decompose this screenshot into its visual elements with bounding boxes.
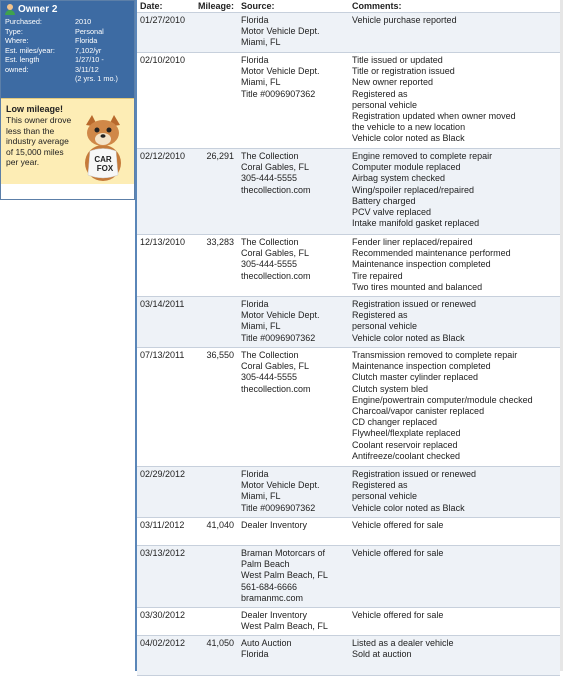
record-comments <box>350 13 560 52</box>
record-comments <box>350 297 560 347</box>
record-mileage <box>193 297 237 347</box>
record-source-line: West Palm Beach, FL <box>241 570 328 581</box>
record-mileage: 36,550 <box>206 350 234 360</box>
record-mileage: 26,291 <box>206 151 234 161</box>
record-date: 03/11/2012 <box>140 520 185 530</box>
record-comment-line: Registration issued or renewed <box>352 299 477 309</box>
record-comment-line: Vehicle offered for sale <box>352 548 444 558</box>
record-source-line: Dealer Inventory <box>241 610 308 620</box>
history-record-row <box>137 235 560 297</box>
record-source-line: Coral Gables, FL <box>241 248 310 259</box>
record-source-line: Motor Vehicle Dept. <box>241 26 320 37</box>
owner-title: Owner 2 <box>18 4 58 15</box>
record-date: 04/02/2012 <box>140 638 186 648</box>
record-comment-line: the vehicle to a new location <box>352 122 466 133</box>
record-source-line: 305-444-5555 <box>241 173 298 184</box>
record-source-line: The Collection <box>241 237 299 247</box>
record-source-line: 305-444-5555 <box>241 259 298 270</box>
low-mileage-text-line: This owner drove <box>6 115 72 125</box>
history-record-row <box>137 608 560 636</box>
record-date: 01/27/2010 <box>140 15 186 25</box>
record-comment-line: Antifreeze/coolant checked <box>352 450 461 461</box>
record-date: 02/12/2010 <box>140 151 186 161</box>
owner-detail-row <box>5 17 130 27</box>
record-comment-line: PCV valve replaced <box>352 207 432 218</box>
record-source-line: Title #0096907362 <box>241 88 316 99</box>
record-source <box>237 348 350 466</box>
record-comment-line: Fender liner replaced/repaired <box>352 237 473 247</box>
record-comment-line: Airbag system checked <box>352 173 446 184</box>
record-mileage <box>193 53 237 148</box>
record-source-line: Florida <box>241 469 269 479</box>
record-comments <box>350 235 560 296</box>
record-comments <box>350 467 560 517</box>
record-comment-line: personal vehicle <box>352 491 418 502</box>
record-comment-line: Vehicle color noted as Black <box>352 133 465 144</box>
record-comment-line: Two tires mounted and balanced <box>352 281 483 292</box>
record-comment-line: personal vehicle <box>352 99 418 110</box>
history-record-row <box>137 348 560 467</box>
owner-detail-label: Where: <box>5 36 29 45</box>
record-comments <box>350 149 560 234</box>
history-record-row <box>137 13 560 53</box>
history-record-row <box>137 636 560 676</box>
low-mileage-text-line: less than the <box>6 125 55 136</box>
record-source-line: Palm Beach <box>241 559 290 570</box>
record-comment-line: Registered as <box>352 88 408 99</box>
history-record-row <box>137 297 560 348</box>
record-source <box>237 53 350 148</box>
record-comments <box>350 518 560 545</box>
record-comment-line: Registered as <box>352 310 408 321</box>
history-record-row <box>137 546 560 608</box>
record-source-line: The Collection <box>241 350 299 360</box>
record-comment-line: Clutch master cylinder replaced <box>352 372 479 383</box>
record-mileage: 33,283 <box>206 237 234 247</box>
record-source-line: thecollection.com <box>241 184 311 195</box>
record-source-line: thecollection.com <box>241 270 311 281</box>
record-source <box>237 13 350 52</box>
record-comment-line: Flywheel/flexplate replaced <box>352 428 461 439</box>
low-mileage-text-line: of 15,000 miles <box>6 146 64 157</box>
vehicle-history-table <box>137 0 560 676</box>
record-source <box>237 546 350 607</box>
record-comment-line: Tire repaired <box>352 270 403 281</box>
record-comment-line: Coolant reservoir replaced <box>352 439 458 450</box>
owner-detail-value: Personal <box>75 26 104 36</box>
record-source <box>237 467 350 517</box>
owner-detail-value: 1/27/10 - <box>75 55 104 64</box>
history-rows <box>137 13 560 676</box>
record-source-line: Motor Vehicle Dept. <box>241 310 320 321</box>
record-comments <box>350 53 560 148</box>
record-mileage <box>193 13 237 52</box>
record-source-line: Braman Motorcars of <box>241 548 326 558</box>
record-source <box>237 149 350 234</box>
owner-details <box>5 17 130 84</box>
record-source-line: Coral Gables, FL <box>241 361 310 372</box>
record-mileage: 41,050 <box>206 638 234 648</box>
record-comments <box>350 636 560 675</box>
record-mileage <box>193 608 237 635</box>
record-comment-line: Clutch system bled <box>352 383 429 394</box>
record-source <box>237 608 350 635</box>
record-comment-line: Vehicle color noted as Black <box>352 502 465 513</box>
owner-detail-row <box>5 36 130 46</box>
owner-detail-row <box>5 27 130 37</box>
record-comment-line: Wing/spoiler replaced/repaired <box>352 184 475 195</box>
record-mileage: 41,040 <box>206 520 234 530</box>
owner-title-row <box>5 3 130 16</box>
record-date: 03/14/2011 <box>140 299 185 309</box>
owner-detail-value: 2010 <box>75 17 92 26</box>
record-comment-line: Engine/powertrain computer/module checked <box>352 394 533 405</box>
owner-detail-label: owned: <box>5 64 29 74</box>
record-date: 03/13/2012 <box>140 548 186 558</box>
record-source <box>237 518 350 545</box>
low-mileage-text-line: per year. <box>6 157 40 167</box>
record-source-line: Motor Vehicle Dept. <box>241 480 320 491</box>
owner-person-icon <box>5 4 15 15</box>
mascot-shirt-line2: FOX <box>96 164 114 173</box>
record-comments <box>350 608 560 635</box>
mascot-shirt-line1: CAR <box>94 155 112 164</box>
low-mileage-callout <box>1 98 134 184</box>
record-comment-line: Maintenance inspection completed <box>352 259 491 270</box>
record-source-line: 305-444-5555 <box>241 372 298 383</box>
record-comment-line: Vehicle purchase reported <box>352 15 457 25</box>
record-comments <box>350 546 560 607</box>
record-comment-line: Vehicle offered for sale <box>352 520 444 530</box>
record-comment-line: CD changer replaced <box>352 417 438 428</box>
record-date: 12/13/2010 <box>140 237 186 247</box>
owner-detail-value: (2 yrs. 1 mo.) <box>75 74 118 83</box>
record-comment-line: Registration issued or renewed <box>352 469 477 479</box>
low-mileage-text-line: industry average <box>6 136 69 146</box>
record-comment-line: Maintenance inspection completed <box>352 361 491 372</box>
owner-detail-row <box>5 65 130 75</box>
record-comment-line: Transmission removed to complete repair <box>352 350 518 360</box>
record-comment-line: Battery charged <box>352 195 416 206</box>
record-date: 02/29/2012 <box>140 469 186 479</box>
record-comment-line: Computer module replaced <box>352 162 461 173</box>
owner-detail-label <box>5 74 75 84</box>
record-comment-line: Charcoal/vapor canister replaced <box>352 406 485 417</box>
record-date: 07/13/2011 <box>140 350 185 360</box>
owner-detail-label: Purchased: <box>5 17 42 26</box>
record-source-line: 561-684-6666 <box>241 581 298 592</box>
record-mileage <box>193 546 237 607</box>
record-date: 02/10/2010 <box>140 55 186 65</box>
record-source-line: The Collection <box>241 151 299 161</box>
record-source-line: Auto Auction <box>241 638 292 648</box>
source-column-header: Source: <box>241 1 275 11</box>
history-record-row <box>137 467 560 518</box>
record-date: 03/30/2012 <box>140 610 186 620</box>
record-comment-line: personal vehicle <box>352 321 418 332</box>
record-source-line: Miami, FL <box>241 491 281 502</box>
record-source-line: Coral Gables, FL <box>241 162 310 173</box>
owner-detail-label: Type: <box>5 26 23 36</box>
record-source <box>237 636 350 675</box>
record-comment-line: Recommended maintenance performed <box>352 248 511 259</box>
record-source <box>237 235 350 296</box>
record-comment-line: Registered as <box>352 480 408 491</box>
record-comment-line: New owner reported <box>352 77 434 88</box>
record-source-line: thecollection.com <box>241 383 311 394</box>
record-comment-line: Intake manifold gasket replaced <box>352 218 480 229</box>
history-record-row <box>137 518 560 546</box>
record-source-line: Miami, FL <box>241 37 281 48</box>
record-source-line: Dealer Inventory <box>241 520 308 530</box>
record-comment-line: Sold at auction <box>352 649 412 660</box>
record-source-line: Florida <box>241 55 269 65</box>
record-source-line: Miami, FL <box>241 77 281 88</box>
record-source <box>237 297 350 347</box>
owner-detail-value: Florida <box>75 36 98 45</box>
record-source-line: Florida <box>241 299 269 309</box>
record-comment-line: Vehicle offered for sale <box>352 610 444 620</box>
record-comment-line: Title or registration issued <box>352 66 455 77</box>
history-record-row <box>137 53 560 149</box>
record-source-line: Title #0096907362 <box>241 332 316 343</box>
owner-detail-value: 7,102/yr <box>75 45 102 55</box>
record-comment-line: Listed as a dealer vehicle <box>352 638 454 648</box>
record-mileage <box>193 467 237 517</box>
record-source-line: West Palm Beach, FL <box>241 621 328 632</box>
owner-detail-row <box>5 74 130 84</box>
owner-detail-label: Est. length <box>5 55 40 64</box>
low-mileage-text <box>6 115 80 168</box>
carfox-mascot-icon <box>76 113 130 183</box>
record-source-line: bramanmc.com <box>241 592 304 603</box>
owner-summary-panel <box>0 0 135 200</box>
record-comments <box>350 348 560 466</box>
comments-column-header: Comments: <box>352 1 402 11</box>
history-record-row <box>137 149 560 235</box>
record-source-line: Florida <box>241 15 269 25</box>
owner-summary-header <box>1 1 134 98</box>
record-source-line: Motor Vehicle Dept. <box>241 66 320 77</box>
low-mileage-title: Low mileage! <box>6 104 64 114</box>
record-source-line: Miami, FL <box>241 321 281 332</box>
record-source-line: Florida <box>241 649 269 660</box>
owner-detail-row <box>5 46 130 56</box>
record-source-line: Title #0096907362 <box>241 502 316 513</box>
owner-detail-value: 3/11/12 <box>75 64 99 74</box>
history-table-header <box>137 0 560 13</box>
owner-detail-row <box>5 55 130 65</box>
owner-detail-label: Est. miles/year: <box>5 45 55 55</box>
record-comment-line: Title issued or updated <box>352 55 443 65</box>
date-column-header: Date: <box>140 1 163 11</box>
mileage-column-header: Mileage: <box>197 1 234 11</box>
record-comment-line: Engine removed to complete repair <box>352 151 493 161</box>
record-comment-line: Registration updated when owner moved <box>352 111 516 122</box>
record-comment-line: Vehicle color noted as Black <box>352 332 465 343</box>
